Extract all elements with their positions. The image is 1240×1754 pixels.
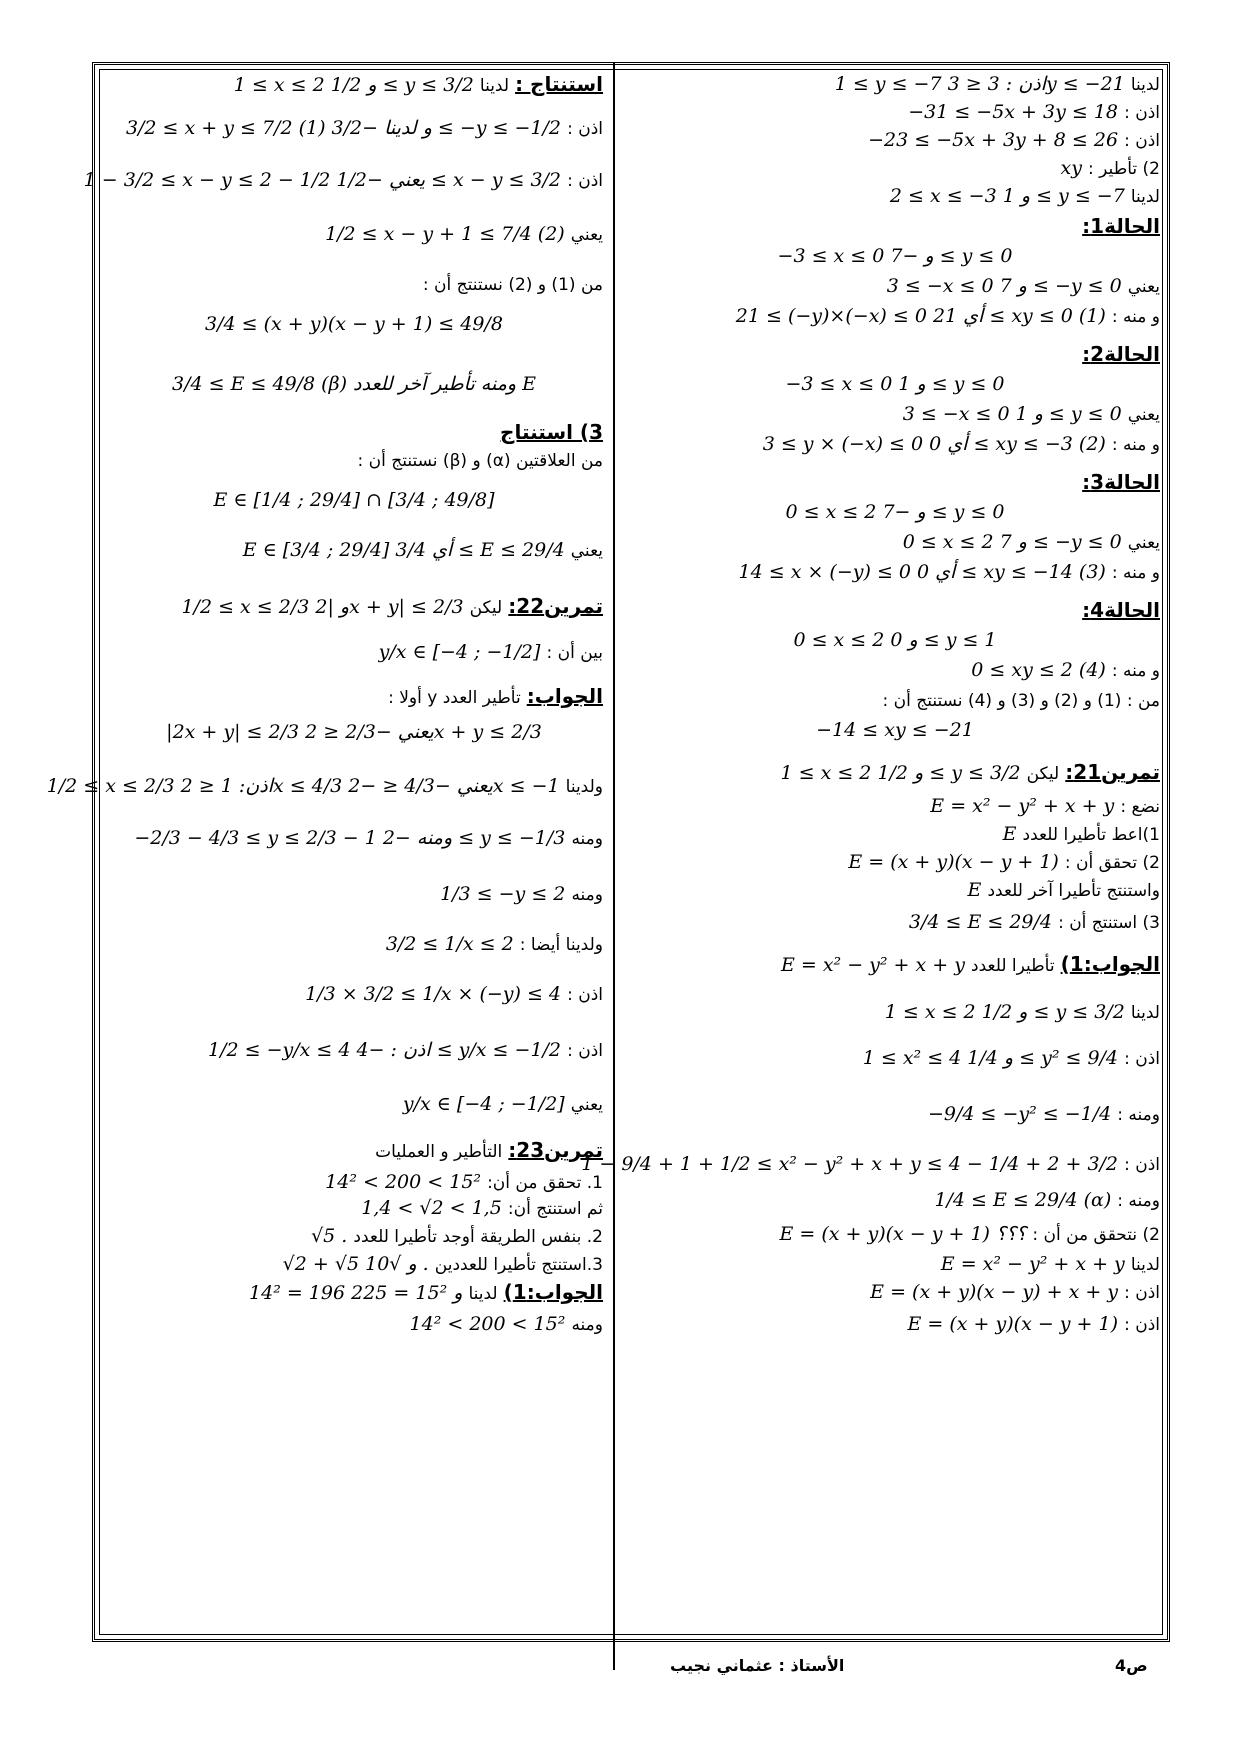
arabic-text: تأطير العدد y أولا : <box>388 688 521 708</box>
arabic-text: اذن : <box>567 119 603 139</box>
arabic-text: من (1) و (2) نستنتج أن : <box>422 275 603 295</box>
math-expression: xy <box>1060 157 1082 179</box>
left-line <box>283 1252 603 1277</box>
left-line <box>134 826 603 851</box>
left-line <box>358 448 603 473</box>
math-expression: 14² < 200 < 15² <box>325 1171 482 1193</box>
math-expression: 3/2 ≤ 1/x ≤ 2 <box>385 933 514 955</box>
right-line <box>630 718 1160 742</box>
section-title: الحالة1: <box>1082 214 1160 238</box>
section-title: الحالة2: <box>1082 342 1160 366</box>
math-expression: −31 ≤ −5x + 3y ≤ 18 <box>908 101 1119 123</box>
math-expression: E = x² − y² + x + y <box>780 954 965 976</box>
right-line <box>630 628 1160 652</box>
left-line <box>423 272 603 297</box>
math-expression: 3/4 ≤ E ≤ 49/8 (β) ومنه تأطير آخر للعدد E <box>172 373 536 395</box>
arabic-text: و منه : <box>1111 307 1160 327</box>
arabic-text: 2) تحقق أن : <box>1064 853 1160 873</box>
page-number: ص4 <box>1115 1656 1148 1675</box>
left-line <box>325 1170 603 1195</box>
math-expression: E = x² − y² + x + y <box>930 795 1115 817</box>
right-line <box>928 1102 1160 1127</box>
math-expression: 3/4 ≤ (x + y)(x − y + 1) ≤ 49/8 <box>205 313 503 335</box>
math-expression: E = x² − y² + x + y <box>940 1253 1125 1275</box>
left-line <box>47 774 603 799</box>
arabic-text: ومنه <box>571 829 603 849</box>
math-expression: 3/2 ≤ x + y ≤ 7/2 (1) و لدينا −3/2 ≤ −y ≤ −1/2 <box>125 117 562 139</box>
arabic-text: ومنه <box>571 885 603 905</box>
right-line <box>903 530 1160 555</box>
arabic-text: لدينا <box>468 1284 498 1304</box>
right-line <box>1082 470 1160 495</box>
math-expression: −2/3 − 4/3 ≤ y ≤ 2/3 − 1 ومنه −2 ≤ y ≤ −1/3 <box>134 827 566 849</box>
arabic-text: لدينا <box>1130 1003 1160 1023</box>
left-line <box>440 882 603 907</box>
math-expression: 1/4 ≤ E ≤ 29/4 (α) <box>934 1189 1112 1211</box>
right-line <box>908 1312 1160 1337</box>
arabic-text: لدينا <box>479 76 510 96</box>
right-line <box>908 100 1160 125</box>
right-line <box>781 952 1160 978</box>
math-expression: E = (x + y)(x − y + 1) <box>848 851 1059 873</box>
right-line <box>934 1188 1160 1213</box>
left-line <box>181 594 603 620</box>
left-line <box>403 1092 603 1117</box>
math-expression: 14 ≤ x × (−y) ≤ 0 أي 0 ≤ xy ≤ −14 (3) <box>738 561 1106 583</box>
math-expression: E = (x + y)(x − y + 1) <box>907 1313 1119 1335</box>
arabic-text: لدينا <box>1130 75 1160 95</box>
math-expression: 0 ≤ x ≤ 2 و 7 ≤ −y ≤ 0 <box>902 531 1122 553</box>
left-line <box>234 72 603 98</box>
arabic-text: اذن : <box>1124 1315 1160 1335</box>
arabic-text: ليكن <box>1026 764 1060 784</box>
arabic-text: اذن : <box>1124 131 1160 151</box>
math-expression: 1 ≤ y ≤ −7 اذن : 3 ≤ 3y ≤ −21 <box>834 73 1125 95</box>
arabic-text: 2) نتحقق من أن : <box>1032 1225 1160 1245</box>
arabic-text: و منه : <box>1111 435 1160 455</box>
left-line <box>105 720 603 744</box>
right-line <box>971 658 1160 683</box>
arabic-text: يعني <box>1127 533 1160 553</box>
arabic-text: ومنه : <box>1117 1191 1160 1211</box>
math-expression: 2 ≤ x ≤ −3 و 1 ≤ y ≤ −7 <box>889 185 1125 207</box>
section-title: تمرين22: <box>508 594 603 618</box>
left-line <box>84 168 603 193</box>
right-line <box>909 910 1160 935</box>
math-expression: E = (x + y)(x − y) + x + y <box>870 1281 1119 1303</box>
right-line <box>903 402 1160 427</box>
left-line <box>325 222 603 247</box>
math-expression: 21 ≤ (−y)×(−x) ≤ 0 أي 21 ≤ xy ≤ 0 (1) <box>735 305 1106 327</box>
arabic-text: ليكن <box>469 598 503 618</box>
column-divider <box>613 62 615 1670</box>
left-line <box>375 1138 603 1164</box>
math-expression: 0 ≤ x ≤ 2 و −7 ≤ y ≤ 0 <box>785 501 1005 523</box>
math-expression: 3 ≤ −x ≤ 0 و 7 ≤ −y ≤ 0 <box>886 275 1122 297</box>
math-expression: 1/2 ≤ x − y + 1 ≤ 7/4 (2) <box>325 223 565 245</box>
arabic-text: ولدينا أيضا : <box>519 935 603 955</box>
math-expression: √5 . <box>311 1225 348 1247</box>
math-expression: |2x + y| ≤ 2/3 يعني −2/3 ≤ 2x + y ≤ 2/3 <box>166 721 542 743</box>
right-line <box>883 688 1160 713</box>
math-expression: y/x ∈ [−4 ; −1/2] <box>378 641 541 663</box>
right-line <box>887 274 1160 299</box>
math-expression: −3 ≤ x ≤ 0 و 1 ≤ y ≤ 0 <box>785 373 1005 395</box>
math-expression: 1 − 9/4 + 1 + 1/2 ≤ x² − y² + x + y ≤ 4 − 1/4 + 2 + 3/2 <box>581 1153 1119 1175</box>
section-title: الحالة4: <box>1082 598 1160 622</box>
right-line <box>781 760 1161 786</box>
math-expression: y/x ∈ [−4 ; −1/2] <box>402 1093 565 1115</box>
math-expression: 1 ≤ x² ≤ 4 و 1/4 ≤ y² ≤ 9/4 <box>862 1047 1119 1069</box>
math-expression: E ∈ [3/4 ; 29/4] أي 3/4 ≤ E ≤ 29/4 <box>242 539 565 561</box>
math-expression: E <box>1002 823 1017 845</box>
left-line <box>311 1224 603 1249</box>
arabic-text: واستنتج تأطيرا آخر للعدد <box>987 881 1160 901</box>
section-title: الجواب:1) <box>503 1280 603 1304</box>
left-line <box>388 684 603 710</box>
right-line <box>779 1222 1160 1247</box>
right-line <box>848 850 1160 875</box>
arabic-text: 2) تأطير : <box>1088 159 1160 179</box>
arabic-text: يعني <box>1127 277 1160 297</box>
section-title: استنتاج : <box>515 72 603 96</box>
right-line <box>885 1000 1160 1025</box>
left-line <box>126 116 603 141</box>
arabic-text: 1)اعط تأطيرا للعدد <box>1022 825 1160 845</box>
right-line <box>868 128 1160 153</box>
left-line <box>361 1196 603 1221</box>
teacher-name: الأستاذ : عثماني نجيب <box>670 1656 845 1675</box>
arabic-text: اذن : <box>567 985 603 1005</box>
arabic-text: يعني <box>1127 405 1160 425</box>
right-line <box>941 1252 1160 1277</box>
arabic-text: 1. تحقق من أن: <box>487 1173 603 1193</box>
arabic-text: اذن : <box>567 1041 603 1061</box>
section-title: الجواب:1) <box>1060 952 1160 976</box>
right-line <box>630 372 1160 396</box>
right-line <box>930 794 1160 819</box>
left-line <box>410 1312 603 1337</box>
right-line <box>739 560 1160 585</box>
right-line <box>968 878 1160 903</box>
math-expression: 3/4 ≤ E ≤ 29/4 <box>908 911 1053 933</box>
left-line <box>105 312 603 336</box>
right-line <box>581 1152 1160 1177</box>
section-title: تمرين21: <box>1065 760 1160 784</box>
right-line <box>763 432 1160 457</box>
left-line <box>105 372 603 396</box>
arabic-text: 3) استنتج أن : <box>1058 913 1160 933</box>
arabic-text: بين أن : <box>546 643 603 663</box>
right-line <box>835 72 1160 97</box>
math-expression: 1 − 3/2 ≤ x − y ≤ 2 − 1/2 يعني −1/2 ≤ x − y ≤ 3/2 <box>83 169 562 191</box>
arabic-text: التأطير و العمليات <box>375 1142 503 1162</box>
right-line <box>890 184 1160 209</box>
right-line <box>630 500 1160 524</box>
math-expression: 3 ≤ y × (−x) ≤ 0 أي 0 ≤ xy ≤ −3 (2) <box>762 433 1106 455</box>
arabic-text: اذن : <box>1124 1049 1160 1069</box>
left-line <box>249 1280 603 1306</box>
math-expression: 1/3 ≤ −y ≤ 2 <box>440 883 566 905</box>
right-line <box>1082 214 1160 239</box>
math-expression: 1/2 ≤ −y/x ≤ 4 اذن : −4 ≤ y/x ≤ −1/2 <box>208 1039 562 1061</box>
arabic-text: و منه : <box>1111 563 1160 583</box>
arabic-text: يعني <box>570 541 603 561</box>
math-expression: 1/2 ≤ x ≤ 2/3 و |2x + y| ≤ 2/3 <box>181 596 464 618</box>
left-line <box>305 982 603 1007</box>
math-expression: 14² = 196 و 15² = 225 <box>249 1282 463 1304</box>
arabic-text: نضع : <box>1120 797 1160 817</box>
arabic-text: من : (1) و (2) و (3) و (4) نستنتج أن : <box>882 691 1160 711</box>
left-line <box>500 420 603 445</box>
left-line <box>208 1038 603 1063</box>
arabic-text: 2. بنفس الطريقة أوجد تأطيرا للعدد <box>353 1227 603 1247</box>
section-title: 3) استنتاج <box>500 420 603 444</box>
arabic-text: و منه : <box>1111 661 1160 681</box>
math-expression: −23 ≤ −5x + 3y + 8 ≤ 26 <box>868 129 1119 151</box>
section-title: تمرين23: <box>508 1138 603 1162</box>
left-line <box>386 932 603 957</box>
arabic-text: اذن : <box>1124 1283 1160 1303</box>
right-line <box>1082 598 1160 623</box>
math-expression: 3 ≤ −x ≤ 0 و 1 ≤ y ≤ 0 <box>902 403 1122 425</box>
arabic-text: من العلاقتين (α) و (β) نستنتج أن : <box>357 451 603 471</box>
arabic-text: ومنه : <box>1117 1105 1160 1125</box>
math-expression: 1,4 < √2 < 1,5 <box>361 1197 502 1219</box>
math-expression: √2 + √5 و √10 . <box>282 1253 429 1275</box>
math-expression: E <box>967 879 982 901</box>
math-expression: 1 ≤ x ≤ 2 و 1/2 ≤ y ≤ 3/2 <box>233 74 474 96</box>
math-expression: 14² < 200 < 15² <box>409 1313 566 1335</box>
left-line <box>243 538 603 563</box>
math-expression: −14 ≤ xy ≤ −21 <box>816 719 974 741</box>
right-line <box>870 1280 1160 1305</box>
arabic-text: لدينا <box>1130 187 1160 207</box>
math-expression: 0 ≤ xy ≤ 2 (4) <box>971 659 1106 681</box>
right-line <box>1082 342 1160 367</box>
arabic-text: ثم استنتج أن: <box>507 1199 603 1219</box>
right-line <box>1061 156 1160 181</box>
right-line <box>863 1046 1160 1071</box>
arabic-text: اذن : <box>1124 103 1160 123</box>
math-expression: −9/4 ≤ −y² ≤ −1/4 <box>927 1103 1112 1125</box>
section-title: الجواب: <box>526 684 603 708</box>
right-line <box>1003 822 1160 847</box>
right-line <box>736 304 1160 329</box>
arabic-text: يعني <box>570 1095 603 1115</box>
math-expression: −3 ≤ x ≤ 0 و −7 ≤ y ≤ 0 <box>777 245 1013 267</box>
arabic-text: لدينا <box>1130 1255 1160 1275</box>
arabic-text: ولدينا <box>565 777 603 797</box>
right-line <box>630 244 1160 268</box>
math-expression: E ∈ [1/4 ; 29/4] ∩ [3/4 ; 49/8] <box>213 489 495 511</box>
math-expression: 1 ≤ x ≤ 2 و 1/2 ≤ y ≤ 3/2 <box>780 762 1021 784</box>
left-line <box>379 640 603 665</box>
arabic-text: تأطيرا للعدد <box>971 956 1055 976</box>
arabic-text: اذن : <box>567 171 603 191</box>
math-expression: 1 ≤ x ≤ 2 و 1/2 ≤ y ≤ 3/2 <box>884 1001 1125 1023</box>
section-title: الحالة3: <box>1082 470 1160 494</box>
math-expression: 0 ≤ x ≤ 2 و 0 ≤ y ≤ 1 <box>793 629 997 651</box>
math-expression: 1/2 ≤ x ≤ 2/3 اذن: 1 ≤ 2x ≤ 4/3 يعني −4/3 ≤ −2x ≤ −1 <box>46 775 560 797</box>
math-expression: 1/3 × 3/2 ≤ 1/x × (−y) ≤ 4 <box>305 983 562 1005</box>
left-line <box>105 488 603 512</box>
arabic-text: يعني <box>570 225 603 245</box>
arabic-text: 3.استنتج تأطيرا للعددين <box>434 1255 603 1275</box>
arabic-text: اذن : <box>1124 1155 1160 1175</box>
arabic-text: ومنه <box>571 1315 603 1335</box>
math-expression: E = (x + y)(x − y + 1) ؟؟؟ <box>779 1223 1027 1245</box>
